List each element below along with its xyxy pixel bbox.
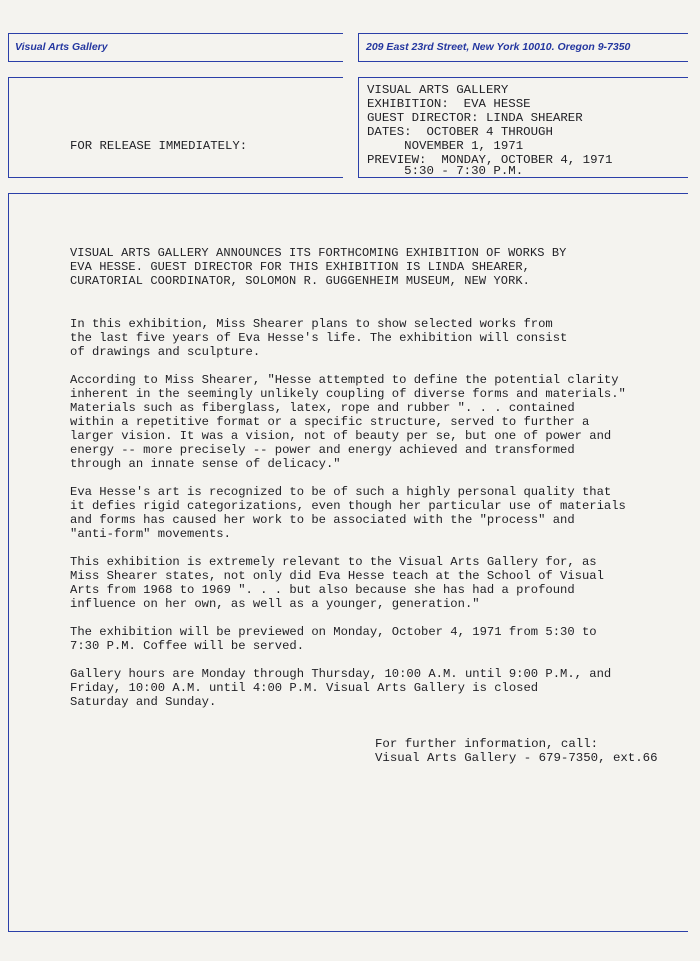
rule-body-top [8, 193, 688, 194]
rule-top-left [8, 33, 343, 34]
headline-paragraph: VISUAL ARTS GALLERY ANNOUNCES ITS FORTHCOMING EXHIBITION OF WORKS BY EVA HESSE. GUEST DIRECTOR FOR THIS EXHIBITION IS LINDA SHEARER, CURATORIAL COORDINATOR, SOLOMON R. GUGGENHEIM MUSEUM, NEW YORK. [70, 246, 567, 288]
gallery-address: 209 East 23rd Street, New York 10010. Oregon 9-7350 [366, 41, 631, 53]
paragraph-preview: The exhibition will be previewed on Monday, October 4, 1971 from 5:30 to 7:30 P.M. Coffee will be served. [70, 625, 597, 653]
paragraph-categorization: Eva Hesse's art is recognized to be of such a highly personal quality that it defies rigid categorizations, even though her particular use of materials and forms has caused her work to be associated with the "process" and "anti-form" movements. [70, 485, 626, 541]
contact-line-2: Visual Arts Gallery - 679-7350, ext.66 [375, 751, 658, 765]
paragraph-relevance: This exhibition is extremely relevant to the Visual Arts Gallery for, as Miss Shearer states, not only did Eva Hesse teach at the School of Visual Arts from 1968 to 1969 ". . . but also because she has had a profound influence on her own, as well as a younger, generation." [70, 555, 604, 611]
rule-row2-right-vertical [358, 77, 359, 178]
release-label: FOR RELEASE IMMEDIATELY: [70, 139, 248, 153]
paragraph-quote: According to Miss Shearer, "Hesse attempted to define the potential clarity inherent in the seemingly unlikely coupling of diverse forms and materials." Materials such as fiberglass, latex, rope and rubber ". . . contained within a repetitive format or a specific structure, served to further a larger vision. It was a vision, not of beauty per se, but one of power and energy -- more precisely -- power and energy achieved and transformed through an innate sense of delicacy." [70, 373, 626, 471]
rule-right-header-vertical [358, 33, 359, 61]
rule-row2-top-right [358, 77, 688, 78]
rule-header-bottom-right [358, 61, 688, 62]
info-line-dates-end: NOVEMBER 1, 1971 [367, 139, 524, 153]
info-line-preview: PREVIEW: MONDAY, OCTOBER 4, 1971 [367, 153, 613, 167]
info-line-guest-director: GUEST DIRECTOR: LINDA SHEARER [367, 111, 583, 125]
paragraph-intro: In this exhibition, Miss Shearer plans to show selected works from the last five years of Eva Hesse's life. The exhibition will consist of drawings and sculpture. [70, 317, 568, 359]
rule-top-right [358, 33, 688, 34]
rule-body-bottom [8, 931, 688, 932]
paragraph-hours: Gallery hours are Monday through Thursday, 10:00 A.M. until 9:00 P.M., and Friday, 10:00 A.M. until 4:00 P.M. Visual Arts Gallery is closed Saturday and Sunday. [70, 667, 612, 709]
rule-row2-bottom-left [8, 177, 343, 178]
gallery-name: Visual Arts Gallery [15, 41, 108, 53]
info-line-exhibition: EXHIBITION: EVA HESSE [367, 97, 531, 111]
rule-body-left [8, 193, 9, 932]
rule-header-bottom-left [8, 61, 343, 62]
info-line-preview-time: 5:30 - 7:30 P.M. [367, 164, 524, 178]
contact-line-1: For further information, call: [375, 737, 599, 751]
info-line-dates: DATES: OCTOBER 4 THROUGH [367, 125, 553, 139]
rule-left-header-vertical [8, 33, 9, 61]
rule-row2-top-left [8, 77, 343, 78]
info-line-gallery: VISUAL ARTS GALLERY [367, 83, 509, 97]
rule-row2-left-vertical [8, 77, 9, 178]
